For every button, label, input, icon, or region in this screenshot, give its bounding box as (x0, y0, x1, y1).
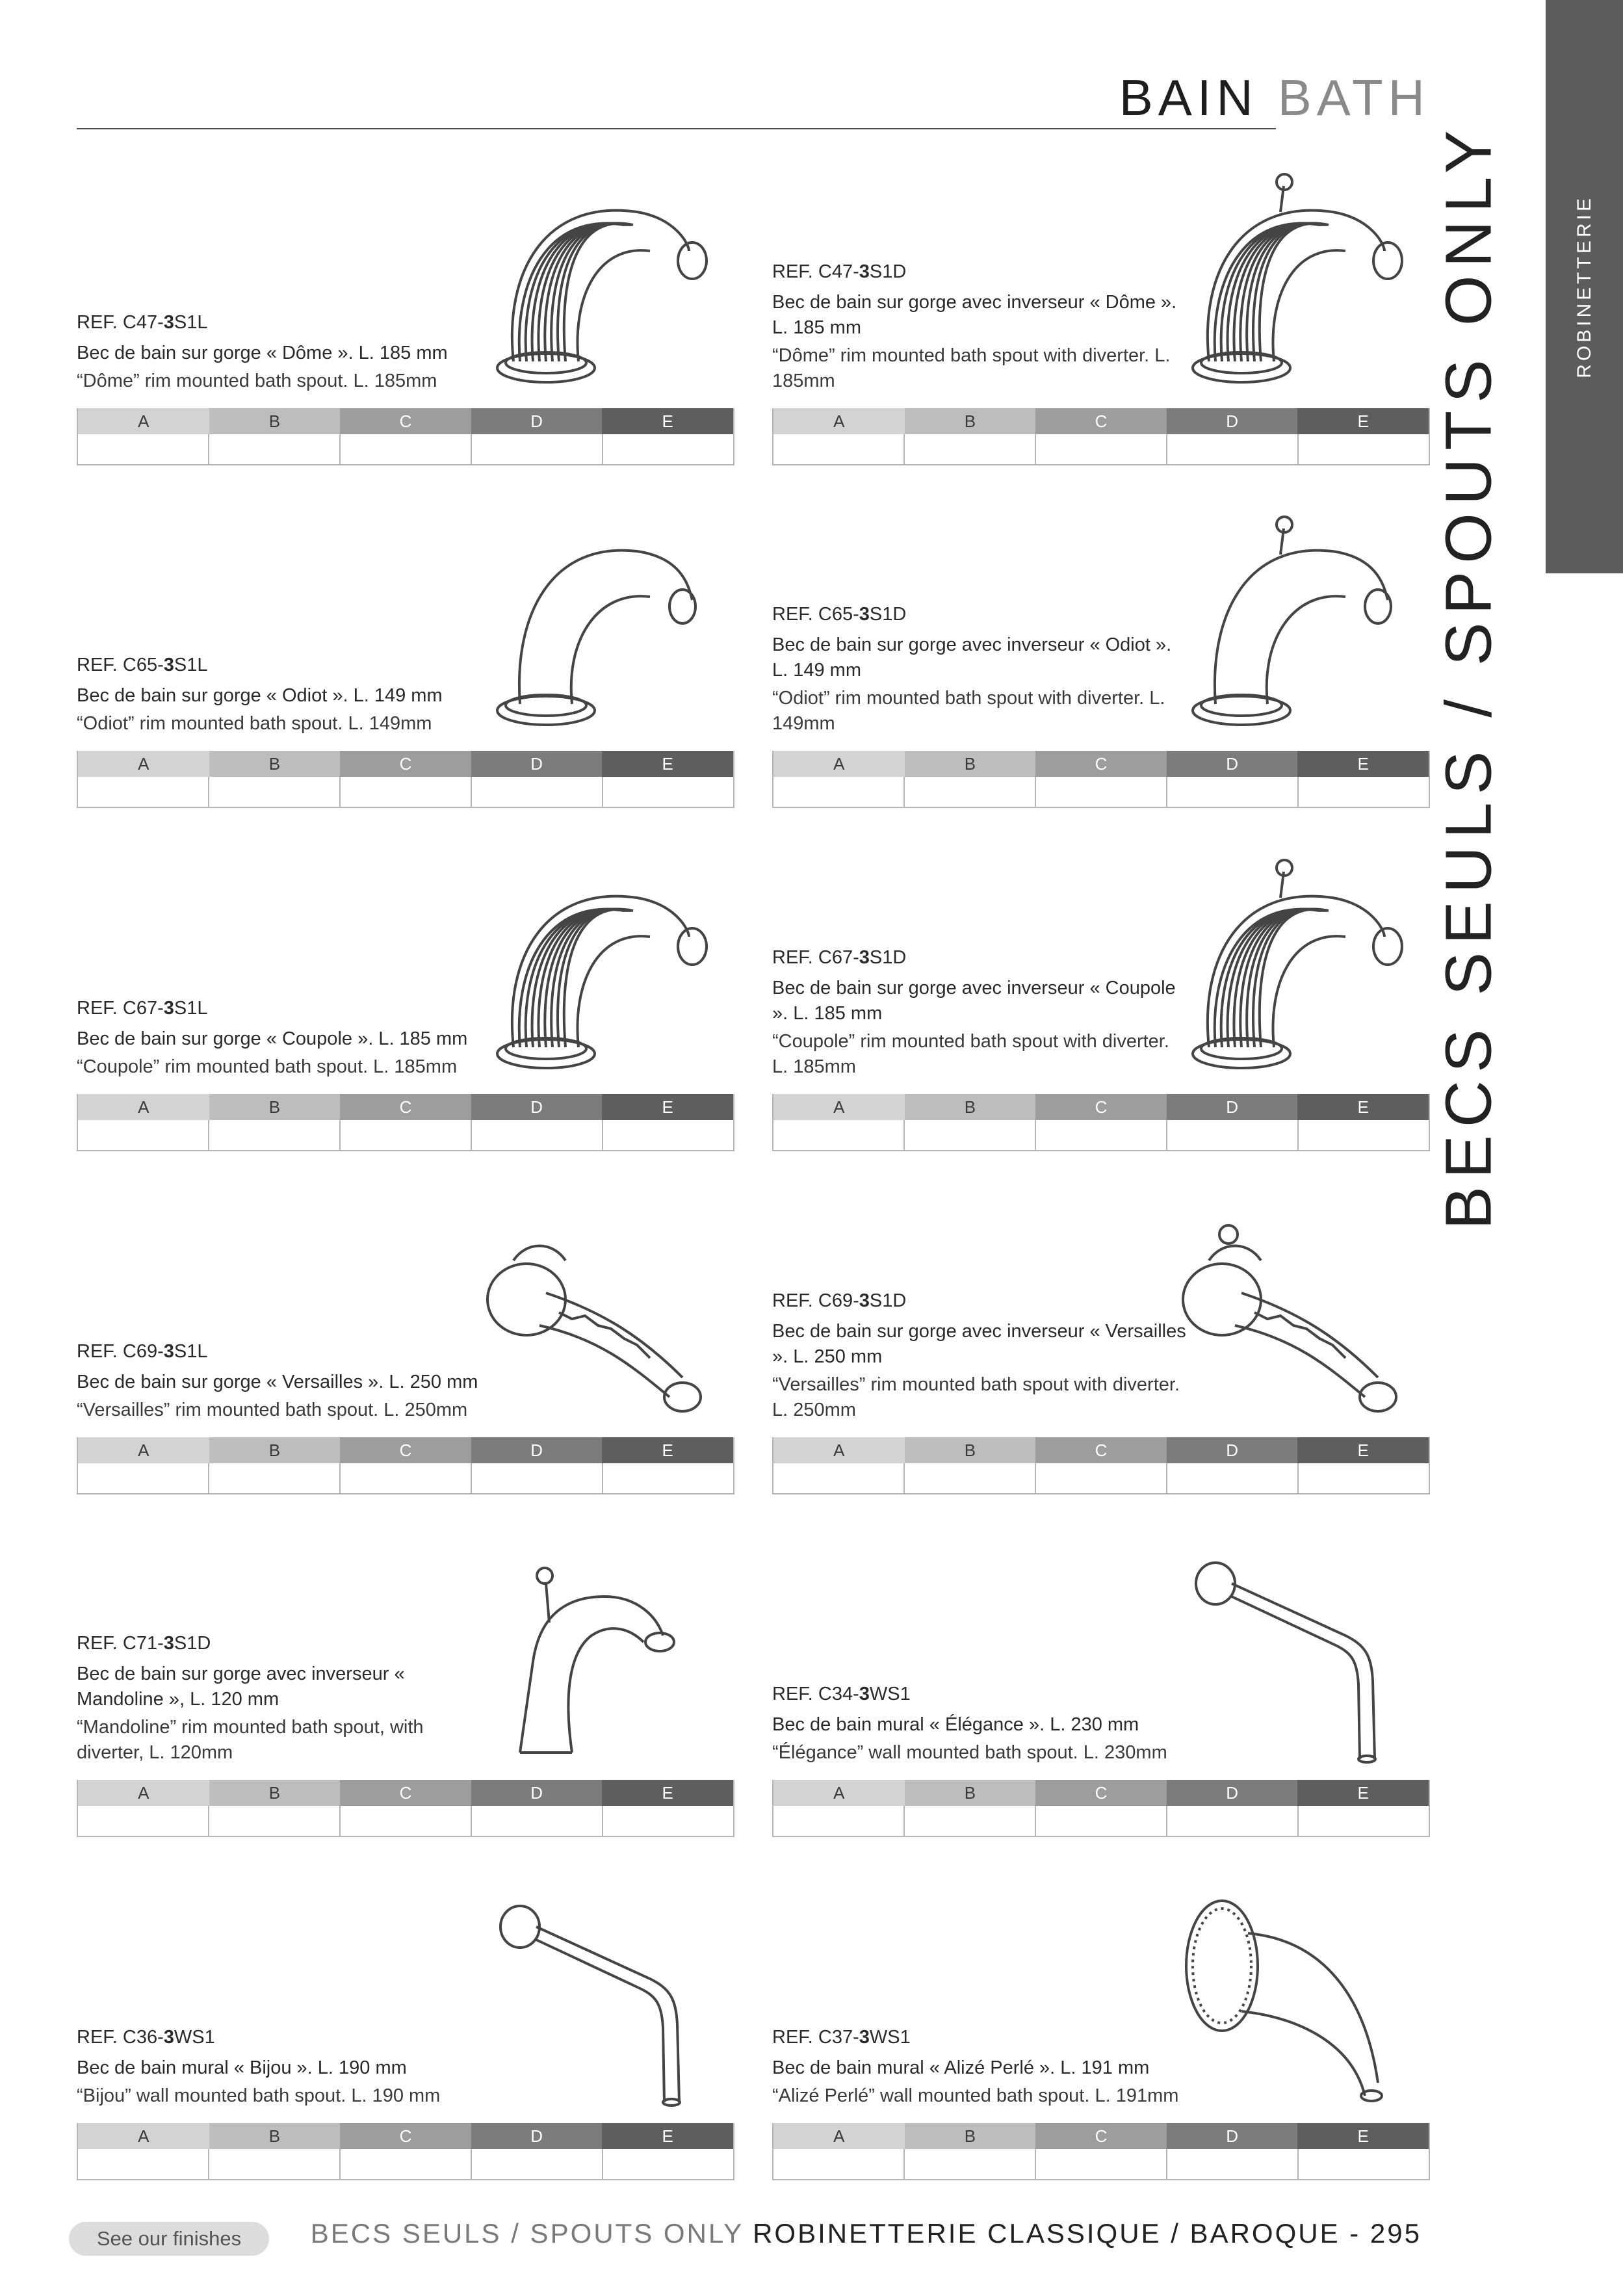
finish-header-b: B (905, 1094, 1036, 1120)
ref-suffix: S1L (174, 1341, 208, 1362)
product-text (77, 996, 493, 1080)
product-desc-fr: Bec de bain sur gorge « Odiot ». L. 149 mm (77, 685, 443, 706)
product-ref (772, 1682, 1188, 1707)
finish-table-row (773, 434, 1429, 464)
ornate-spout-icon (474, 1202, 734, 1436)
product-desc-en: “Bijou” wall mounted bath spout. L. 190 mm (77, 2085, 441, 2106)
finish-table-header (773, 2123, 1429, 2149)
finish-header-b: B (209, 1780, 341, 1806)
finish-header-e: E (1297, 751, 1429, 777)
finish-header-c: C (1035, 1780, 1167, 1806)
finish-cell[interactable] (1299, 1463, 1429, 1493)
finish-cell[interactable] (209, 1806, 341, 1836)
finish-header-a: A (78, 751, 209, 777)
product-card (77, 1538, 734, 1837)
product-ref (77, 1631, 493, 1656)
finish-header-b: B (209, 2123, 341, 2149)
ref-prefix: REF. C67- (77, 998, 164, 1019)
finish-header-e: E (1297, 1437, 1429, 1463)
product-desc-fr: Bec de bain sur gorge avec inverseur « Coupole ». L. 185 mm (772, 978, 1176, 1024)
finish-header-c: C (340, 1780, 471, 1806)
finish-header-d: D (1167, 1780, 1298, 1806)
finish-header-c: C (340, 2123, 471, 2149)
finish-header-c: C (340, 1437, 471, 1463)
smooth-spout-icon (474, 515, 734, 750)
product-card (772, 166, 1430, 465)
finish-cell[interactable] (78, 2149, 209, 2179)
product-desc-en: “Alizé Perlé” wall mounted bath spout. L. 191mm (772, 2085, 1179, 2106)
ref-suffix: WS1 (174, 2027, 215, 2048)
product-text (772, 1288, 1188, 1423)
ref-bold: 3 (859, 947, 870, 968)
finish-cell[interactable] (78, 434, 209, 464)
finish-table-row (773, 777, 1429, 807)
finish-cell[interactable] (1167, 434, 1299, 464)
product-text (77, 653, 493, 737)
ref-suffix: S1D (869, 1290, 907, 1311)
finish-cell[interactable] (472, 2149, 603, 2179)
finish-cell[interactable] (1167, 1120, 1299, 1150)
ref-suffix: WS1 (869, 1684, 911, 1704)
finish-header-e: E (1297, 408, 1429, 434)
product-desc-fr: Bec de bain sur gorge « Versailles ». L. 250 mm (77, 1372, 478, 1392)
finish-header-c: C (340, 408, 471, 434)
finish-header-b: B (905, 2123, 1036, 2149)
finish-cell[interactable] (773, 777, 905, 807)
finish-header-d: D (1167, 1437, 1298, 1463)
product-desc-fr: Bec de bain mural « Élégance ». L. 230 mm (772, 1714, 1139, 1735)
finish-header-e: E (602, 1780, 733, 1806)
page-number: - 295 (1349, 2218, 1422, 2249)
finish-header-a: A (78, 1780, 209, 1806)
finish-cell[interactable] (1299, 1120, 1429, 1150)
finish-cell[interactable] (1036, 1120, 1167, 1150)
finish-header-a: A (773, 751, 905, 777)
finish-header-b: B (905, 408, 1036, 434)
finish-header-d: D (471, 1094, 603, 1120)
finish-cell[interactable] (1167, 2149, 1299, 2179)
ref-prefix: REF. C71- (77, 1633, 164, 1654)
product-desc-en: “Mandoline” rim mounted bath spout, with diverter, L. 120mm (77, 1717, 424, 1763)
finish-table-row (78, 1806, 733, 1836)
footer-section: BECS SEULS / SPOUTS ONLY (310, 2218, 744, 2249)
finish-header-c: C (1035, 751, 1167, 777)
finish-table-header (773, 751, 1429, 777)
product-desc-en: “Coupole” rim mounted bath spout with diverter. L. 185mm (772, 1031, 1169, 1077)
product-text (772, 259, 1188, 394)
finish-table (77, 1094, 734, 1151)
ref-bold: 3 (859, 604, 870, 625)
product-card (77, 166, 734, 465)
finish-table-row (773, 1120, 1429, 1150)
finish-table (77, 2123, 734, 2180)
wall-spout-icon (474, 1888, 734, 2122)
finish-table-header (78, 1437, 733, 1463)
ref-bold: 3 (163, 1341, 174, 1362)
finish-cell[interactable] (341, 1463, 472, 1493)
product-ref (772, 1288, 1188, 1314)
finish-cell[interactable] (905, 1806, 1036, 1836)
finish-header-b: B (209, 1094, 341, 1120)
ref-bold: 3 (163, 998, 174, 1019)
finish-header-d: D (471, 1437, 603, 1463)
ref-bold: 3 (859, 1290, 870, 1311)
finish-cell[interactable] (341, 2149, 472, 2179)
finish-header-a: A (78, 1437, 209, 1463)
finish-cell[interactable] (341, 1806, 472, 1836)
finish-table (77, 751, 734, 808)
ref-suffix: S1D (869, 261, 907, 282)
product-desc-fr: Bec de bain sur gorge avec inverseur « Mandoline », L. 120 mm (77, 1663, 405, 1710)
finish-table-row (78, 777, 733, 807)
finish-cell[interactable] (472, 1806, 603, 1836)
product-desc-en: “Odiot” rim mounted bath spout. L. 149mm (77, 713, 432, 734)
ref-prefix: REF. C65- (77, 655, 164, 675)
finish-header-d: D (1167, 2123, 1298, 2149)
ref-prefix: REF. C69- (772, 1290, 859, 1311)
product-desc-en: “Élégance” wall mounted bath spout. L. 230mm (772, 1742, 1167, 1763)
finish-header-d: D (471, 751, 603, 777)
product-ref (77, 310, 493, 335)
product-desc-en: “Versailles” rim mounted bath spout. L. 250mm (77, 1400, 468, 1420)
finish-table-header (78, 751, 733, 777)
finish-cell[interactable] (1299, 777, 1429, 807)
finish-cell[interactable] (773, 1463, 905, 1493)
finish-table (772, 1780, 1430, 1837)
finish-cell[interactable] (1036, 434, 1167, 464)
product-desc-en: “Dôme” rim mounted bath spout with diverter. L. 185mm (772, 345, 1171, 391)
finish-header-e: E (602, 1094, 733, 1120)
finish-cell[interactable] (1299, 1806, 1429, 1836)
finish-cell[interactable] (78, 1463, 209, 1493)
finish-header-a: A (773, 1437, 905, 1463)
product-card (772, 1881, 1430, 2180)
finish-header-d: D (471, 1780, 603, 1806)
product-desc-fr: Bec de bain sur gorge avec inverseur « Versailles ». L. 250 mm (772, 1321, 1186, 1367)
finish-header-b: B (905, 1437, 1036, 1463)
product-text (77, 2025, 493, 2109)
finish-cell[interactable] (1036, 2149, 1167, 2179)
finish-header-d: D (1167, 408, 1298, 434)
finish-header-e: E (602, 2123, 733, 2149)
finish-header-e: E (602, 751, 733, 777)
wall-spout-beaded-icon (1170, 1888, 1430, 2122)
product-card (772, 852, 1430, 1151)
product-desc-fr: Bec de bain sur gorge « Dôme ». L. 185 mm (77, 343, 448, 363)
finish-table-row (773, 1463, 1429, 1493)
ref-suffix: S1L (174, 655, 208, 675)
finish-table-row (773, 1806, 1429, 1836)
product-text (77, 1339, 493, 1423)
finish-table (772, 751, 1430, 808)
finish-table-header (78, 1094, 733, 1120)
finish-header-b: B (209, 1437, 341, 1463)
product-desc-en: “Coupole” rim mounted bath spout. L. 185mm (77, 1056, 458, 1077)
finish-cell[interactable] (472, 1463, 603, 1493)
ref-bold: 3 (859, 261, 870, 282)
product-desc-en: “Versailles” rim mounted bath spout with diverter. L. 250mm (772, 1374, 1180, 1420)
ref-bold: 3 (859, 1684, 870, 1704)
finish-table-header (773, 408, 1429, 434)
ref-bold: 3 (163, 655, 174, 675)
finish-header-b: B (209, 751, 341, 777)
ref-suffix: WS1 (869, 2027, 911, 2048)
finish-header-e: E (602, 408, 733, 434)
ref-bold: 3 (859, 2027, 870, 2048)
finish-header-d: D (471, 2123, 603, 2149)
finish-header-c: C (340, 751, 471, 777)
product-desc-fr: Bec de bain sur gorge avec inverseur « Dôme ». L. 185 mm (772, 292, 1177, 338)
finish-cell[interactable] (472, 1120, 603, 1150)
finish-cell[interactable] (1299, 2149, 1429, 2179)
ref-prefix: REF. C34- (772, 1684, 859, 1704)
finish-header-a: A (773, 1094, 905, 1120)
finish-cell[interactable] (773, 1806, 905, 1836)
product-desc-en: “Odiot” rim mounted bath spout with diverter. L. 149mm (772, 688, 1165, 734)
category-tab-label: ROBINETTERIE (1573, 195, 1595, 378)
finish-header-b: B (905, 751, 1036, 777)
product-card (772, 1538, 1430, 1837)
ref-prefix: REF. C36- (77, 2027, 164, 2048)
fluted-spout-diverter-icon (1170, 173, 1430, 407)
product-ref (77, 653, 493, 678)
page-title (1119, 68, 1430, 127)
finish-cell[interactable] (1167, 1463, 1299, 1493)
finish-cell[interactable] (341, 434, 472, 464)
finish-table-row (78, 2149, 733, 2179)
finish-cell[interactable] (905, 1120, 1036, 1150)
finish-header-d: D (1167, 751, 1298, 777)
finish-header-c: C (1035, 1094, 1167, 1120)
product-ref (772, 259, 1188, 285)
finish-table-header (773, 1437, 1429, 1463)
header-divider (77, 128, 1276, 129)
finish-cell[interactable] (78, 777, 209, 807)
footer-collection: ROBINETTERIE CLASSIQUE / BAROQUE (753, 2218, 1340, 2249)
finish-cell[interactable] (603, 1806, 733, 1836)
title-fr: BAIN (1119, 69, 1258, 126)
ref-suffix: S1D (174, 1633, 211, 1654)
finish-cell[interactable] (1167, 777, 1299, 807)
finish-table (77, 1437, 734, 1494)
finish-cell[interactable] (603, 1463, 733, 1493)
finish-header-a: A (78, 1094, 209, 1120)
product-text (772, 602, 1188, 737)
finish-header-a: A (78, 408, 209, 434)
category-tab[interactable] (1546, 0, 1623, 573)
finish-cell[interactable] (1036, 777, 1167, 807)
product-desc-fr: Bec de bain sur gorge avec inverseur « Odiot ». L. 149 mm (772, 634, 1172, 681)
finish-cell[interactable] (472, 777, 603, 807)
product-ref (77, 1339, 493, 1364)
finish-cell[interactable] (905, 434, 1036, 464)
finish-table-header (78, 2123, 733, 2149)
ref-bold: 3 (163, 1633, 174, 1654)
finish-table-row (773, 2149, 1429, 2179)
finish-cell[interactable] (773, 434, 905, 464)
product-desc-fr: Bec de bain mural « Bijou ». L. 190 mm (77, 2057, 407, 2078)
finish-header-e: E (1297, 2123, 1429, 2149)
product-text (772, 2025, 1188, 2109)
finish-cell[interactable] (1036, 1463, 1167, 1493)
finish-cell[interactable] (603, 1120, 733, 1150)
finish-header-c: C (1035, 408, 1167, 434)
finish-cell[interactable] (603, 2149, 733, 2179)
finish-cell[interactable] (472, 434, 603, 464)
finish-cell[interactable] (209, 777, 341, 807)
smooth-spout-diverter-icon (1170, 515, 1430, 750)
finish-header-b: B (209, 408, 341, 434)
finish-table (772, 1437, 1430, 1494)
finish-table-header (773, 1094, 1429, 1120)
finish-cell[interactable] (209, 1463, 341, 1493)
finish-cell[interactable] (1299, 434, 1429, 464)
finish-cell[interactable] (905, 2149, 1036, 2179)
product-text (77, 1631, 493, 1766)
ref-suffix: S1D (869, 947, 907, 968)
ref-prefix: REF. C67- (772, 947, 859, 968)
finish-table-header (78, 408, 733, 434)
ref-suffix: S1L (174, 312, 208, 333)
finish-cell[interactable] (773, 1120, 905, 1150)
mandoline-spout-icon (474, 1545, 734, 1779)
finish-cell[interactable] (209, 434, 341, 464)
fluted-spout-icon (474, 173, 734, 407)
finish-header-c: C (340, 1094, 471, 1120)
finish-cell[interactable] (603, 434, 733, 464)
wall-spout-icon (1170, 1545, 1430, 1779)
ref-prefix: REF. C69- (77, 1341, 164, 1362)
finish-header-e: E (1297, 1094, 1429, 1120)
product-ref (772, 2025, 1188, 2050)
finish-cell[interactable] (209, 1120, 341, 1150)
finish-cell[interactable] (341, 777, 472, 807)
finish-cell[interactable] (905, 777, 1036, 807)
ref-prefix: REF. C37- (772, 2027, 859, 2048)
footer-caption (311, 2218, 1422, 2249)
ref-prefix: REF. C47- (77, 312, 164, 333)
finish-header-a: A (773, 1780, 905, 1806)
finish-table-row (78, 1463, 733, 1493)
finish-table-row (78, 1120, 733, 1150)
finish-header-a: A (78, 2123, 209, 2149)
product-card (772, 509, 1430, 808)
ref-suffix: S1D (869, 604, 907, 625)
finish-table (772, 2123, 1430, 2180)
finish-header-c: C (1035, 1437, 1167, 1463)
ref-bold: 3 (163, 312, 174, 333)
see-finishes-button[interactable]: See our finishes (69, 2222, 269, 2256)
finish-cell[interactable] (78, 1120, 209, 1150)
ref-bold: 3 (163, 2027, 174, 2048)
product-text (77, 310, 493, 394)
product-ref (77, 2025, 493, 2050)
finish-header-e: E (1297, 1780, 1429, 1806)
finish-table (77, 1780, 734, 1837)
fluted-spout-diverter-icon (1170, 859, 1430, 1093)
section-title: BECS SEULS / SPOUTS ONLY (1432, 122, 1505, 1230)
product-desc-fr: Bec de bain sur gorge « Coupole ». L. 185 mm (77, 1028, 468, 1049)
ref-prefix: REF. C47- (772, 261, 859, 282)
finish-header-e: E (602, 1437, 733, 1463)
finish-table-row (78, 434, 733, 464)
finish-header-d: D (1167, 1094, 1298, 1120)
ref-prefix: REF. C65- (772, 604, 859, 625)
finish-cell[interactable] (209, 2149, 341, 2179)
fluted-spout-icon (474, 859, 734, 1093)
product-card (77, 852, 734, 1151)
product-card (772, 1195, 1430, 1494)
product-card (77, 509, 734, 808)
finish-cell[interactable] (905, 1463, 1036, 1493)
product-card (77, 1881, 734, 2180)
finish-header-b: B (905, 1780, 1036, 1806)
product-text (772, 1682, 1188, 1766)
title-en: BATH (1277, 69, 1430, 126)
finish-header-a: A (773, 408, 905, 434)
finish-table (772, 408, 1430, 465)
finish-cell[interactable] (1036, 1806, 1167, 1836)
product-text (772, 945, 1188, 1080)
finish-table (77, 408, 734, 465)
product-desc-fr: Bec de bain mural « Alizé Perlé ». L. 191 mm (772, 2057, 1150, 2078)
finish-table-header (78, 1780, 733, 1806)
finish-header-a: A (773, 2123, 905, 2149)
ref-suffix: S1L (174, 998, 208, 1019)
product-ref (772, 602, 1188, 627)
ornate-spout-diverter-icon (1170, 1202, 1430, 1436)
finish-header-d: D (471, 408, 603, 434)
product-ref (772, 945, 1188, 971)
finish-header-c: C (1035, 2123, 1167, 2149)
finish-table (772, 1094, 1430, 1151)
product-ref (77, 996, 493, 1021)
finish-table-header (773, 1780, 1429, 1806)
product-card (77, 1195, 734, 1494)
product-desc-en: “Dôme” rim mounted bath spout. L. 185mm (77, 371, 437, 391)
finish-cell[interactable] (341, 1120, 472, 1150)
finish-cell[interactable] (773, 2149, 905, 2179)
finish-cell[interactable] (1167, 1806, 1299, 1836)
finish-cell[interactable] (78, 1806, 209, 1836)
finish-cell[interactable] (603, 777, 733, 807)
